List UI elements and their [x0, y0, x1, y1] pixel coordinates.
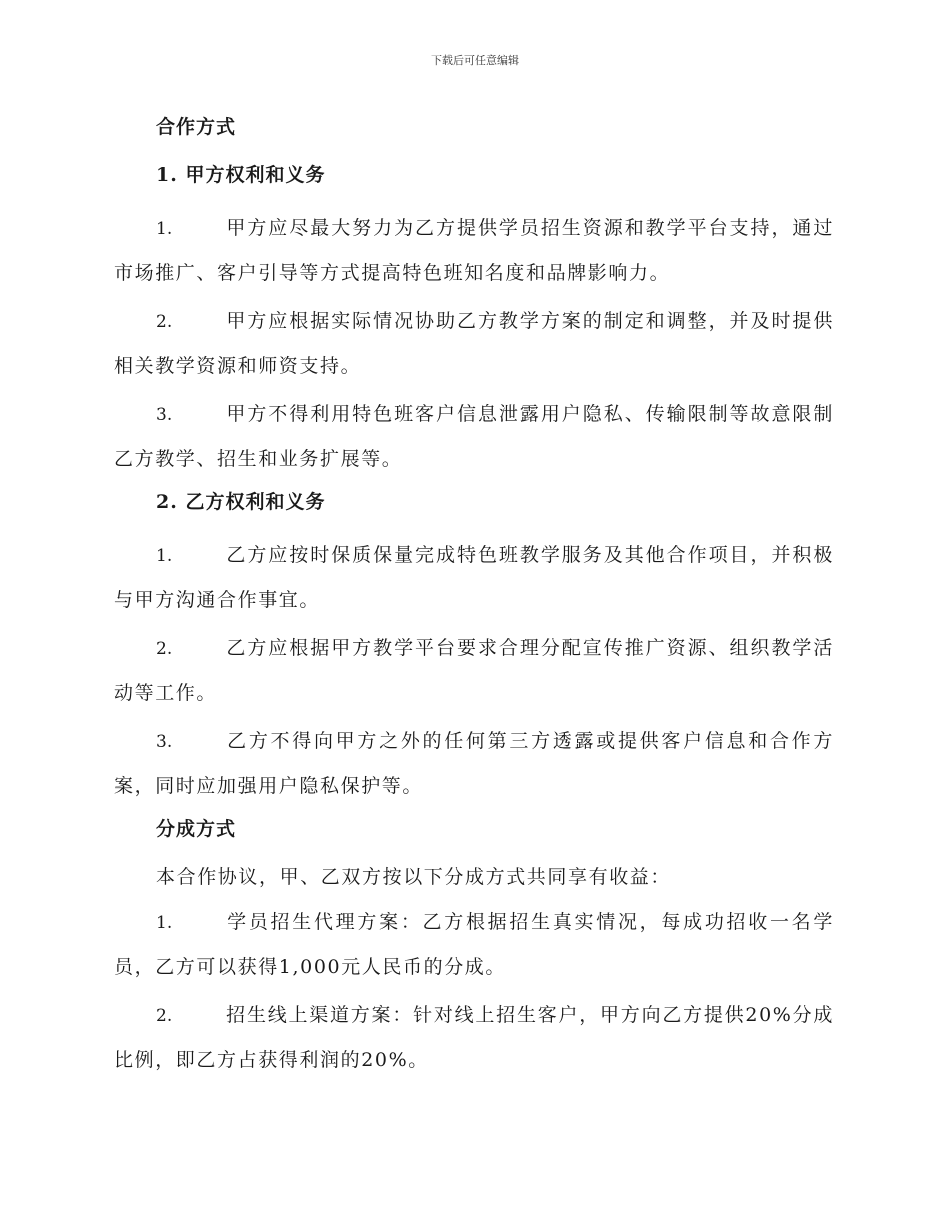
item-number: 2. — [156, 312, 173, 332]
item-number: 2. — [156, 1006, 173, 1026]
section-heading-cooperation: 合作方式 — [156, 116, 237, 138]
list-item — [114, 626, 834, 715]
item-text: 学员招生代理方案：乙方根据招生真实情况，每成功招收一名学员，乙方可以获得1,000元人民币的分成。 — [114, 911, 834, 978]
item-number: 1. — [156, 913, 173, 933]
item-number: 3. — [156, 732, 173, 752]
list-item — [114, 533, 834, 622]
section-heading-revenue-share: 分成方式 — [156, 818, 237, 840]
item-number: 2. — [156, 639, 173, 659]
item-text: 乙方应根据甲方教学平台要求合理分配宣传推广资源、组织教学活动等工作。 — [114, 637, 834, 704]
item-number: 1. — [156, 219, 173, 239]
document-body — [114, 110, 834, 1086]
item-number: 1. — [156, 546, 173, 566]
page-header: 下载后可任意编辑 — [431, 54, 519, 67]
list-item — [114, 719, 834, 808]
list-item — [114, 392, 834, 481]
list-item — [114, 993, 834, 1082]
section-heading-party-b: 2. 乙方权利和义务 — [156, 491, 326, 513]
item-text: 甲方应根据实际情况协助乙方教学方案的制定和调整，并及时提供相关教学资源和师资支持。 — [114, 310, 834, 377]
item-text: 甲方不得利用特色班客户信息泄露用户隐私、传输限制等故意限制乙方教学、招生和业务扩展等。 — [114, 403, 834, 470]
item-text: 乙方应按时保质保量完成特色班教学服务及其他合作项目，并积极与甲方沟通合作事宜。 — [114, 544, 834, 611]
item-text: 乙方不得向甲方之外的任何第三方透露或提供客户信息和合作方案，同时应加强用户隐私保护等。 — [114, 730, 834, 797]
intro-paragraph: 本合作协议，甲、乙双方按以下分成方式共同享有收益： — [156, 866, 672, 888]
item-number: 3. — [156, 405, 173, 425]
item-text: 甲方应尽最大努力为乙方提供学员招生资源和教学平台支持，通过市场推广、客户引导等方式提高特色班知名度和品牌影响力。 — [114, 217, 834, 284]
list-item — [114, 900, 834, 989]
item-text: 招生线上渠道方案：针对线上招生客户，甲方向乙方提供20%分成比例，即乙方占获得利润的20%。 — [114, 1004, 834, 1071]
list-item — [114, 206, 834, 295]
section-heading-party-a: 1. 甲方权利和义务 — [156, 164, 326, 186]
list-item — [114, 299, 834, 388]
